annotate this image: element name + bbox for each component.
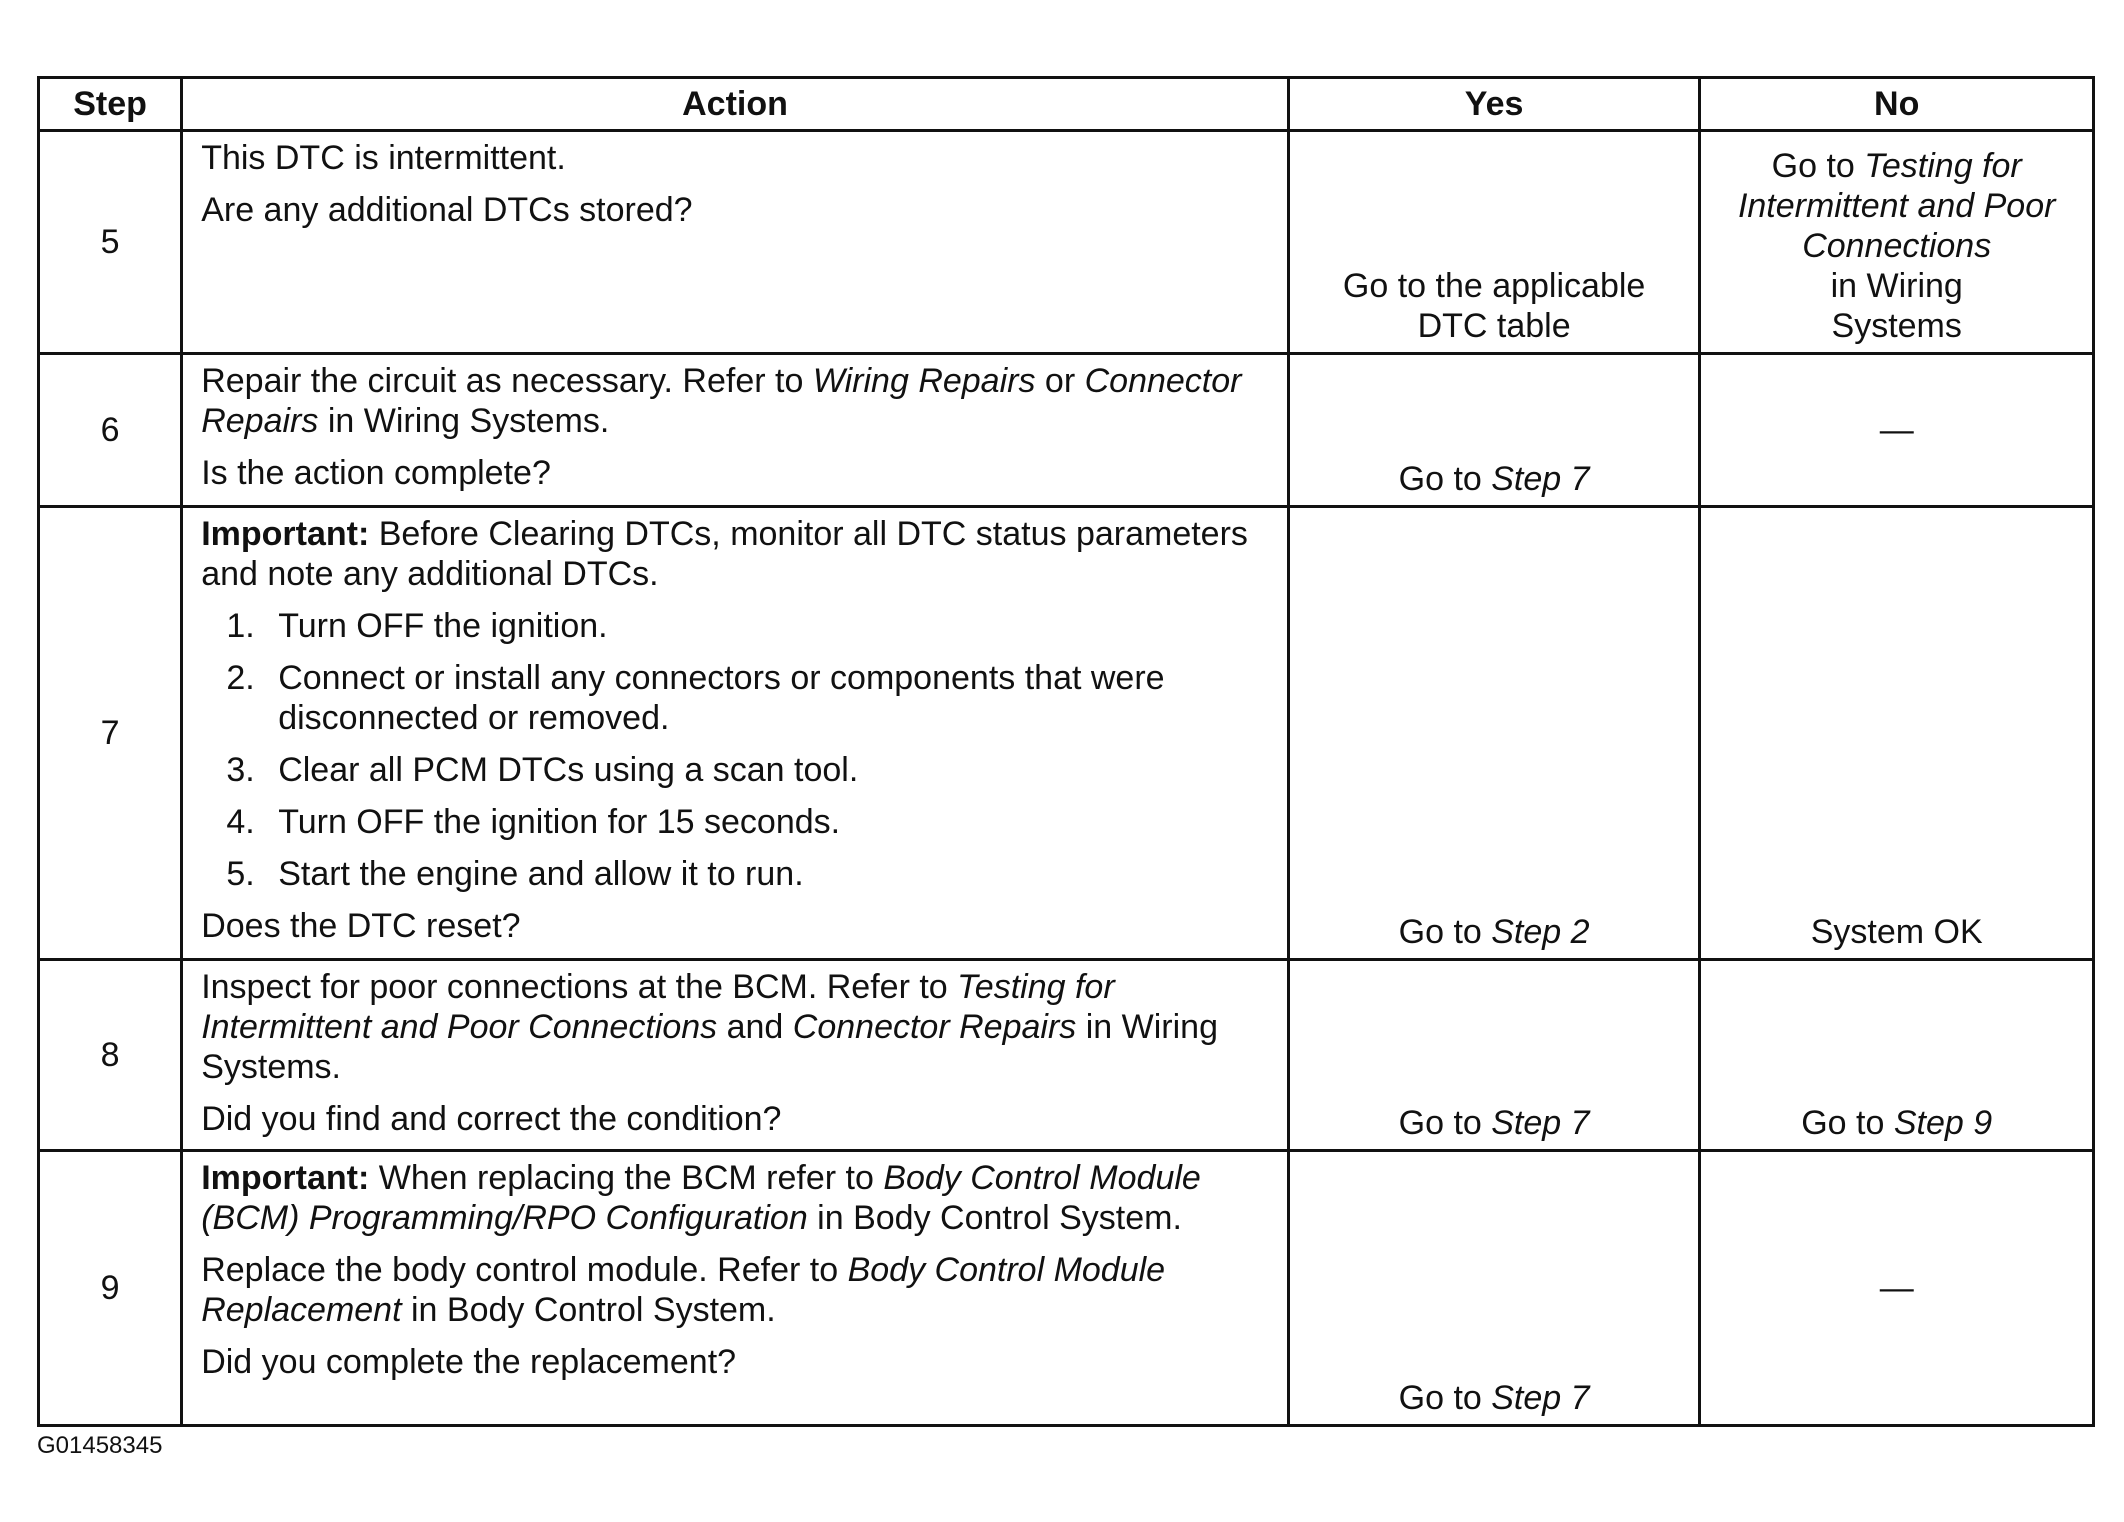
action-text-part: Repair the circuit as necessary. Refer to <box>201 362 813 400</box>
yes-cell <box>1288 507 1700 960</box>
yes-step-link[interactable]: Step 7 <box>1491 1104 1590 1142</box>
action-cell <box>182 960 1289 1151</box>
list-item: 2. Connect or install any connectors or components that were disconnected or removed. <box>264 658 1271 738</box>
yes-cell <box>1288 354 1700 507</box>
header-yes: Yes <box>1288 78 1700 131</box>
no-suffix: Systems <box>1831 307 1962 345</box>
header-step: Step <box>39 78 182 131</box>
reference-link-connector-repairs[interactable]: Connector Repairs <box>201 362 1242 440</box>
important-note <box>201 1158 1271 1238</box>
action-text <box>201 1250 1271 1330</box>
important-label: Important: <box>201 515 370 553</box>
action-text-part: and <box>717 1008 793 1046</box>
action-question: Is the action complete? <box>201 454 551 492</box>
important-text: When replacing the BCM refer to <box>369 1159 884 1197</box>
yes-step-link[interactable]: Step 7 <box>1491 460 1590 498</box>
action-text <box>201 967 1271 1087</box>
no-cell <box>1700 507 2094 960</box>
step-number: 5 <box>39 131 182 354</box>
table-row-step-8 <box>39 960 2094 1151</box>
no-cell <box>1700 960 2094 1151</box>
yes-text-line: Go to the applicable <box>1342 267 1646 305</box>
step-number: 7 <box>39 507 182 960</box>
yes-prefix: Go to <box>1398 460 1492 498</box>
table-header-row <box>39 78 2094 131</box>
table-row-step-9 <box>39 1151 2094 1426</box>
yes-text-line: DTC table <box>1417 307 1571 345</box>
no-reference-link[interactable]: Intermittent and Poor <box>1737 187 2056 225</box>
action-question: Did you find and correct the condition? <box>201 1100 782 1138</box>
action-cell <box>182 1151 1289 1426</box>
header-no: No <box>1700 78 2094 131</box>
important-text: in Body Control System. <box>807 1199 1182 1237</box>
action-cell <box>182 131 1289 354</box>
header-action: Action <box>182 78 1289 131</box>
important-note <box>201 514 1271 594</box>
action-text-part: or <box>1035 362 1085 400</box>
action-text-part: Replace the body control module. Refer to <box>201 1251 848 1289</box>
yes-step-link[interactable]: Step 2 <box>1491 913 1590 951</box>
yes-prefix: Go to <box>1398 913 1492 951</box>
action-text <box>201 361 1271 441</box>
yes-cell <box>1288 131 1700 354</box>
action-cell <box>182 507 1289 960</box>
action-question: Does the DTC reset? <box>201 907 521 945</box>
list-item: 5. Start the engine and allow it to run. <box>264 854 1271 894</box>
action-cell <box>182 354 1289 507</box>
yes-cell <box>1288 1151 1700 1426</box>
no-value-dash: — <box>1879 411 1914 449</box>
reference-link-connector-repairs[interactable]: Connector Repairs <box>792 1008 1077 1046</box>
no-prefix: Go to <box>1771 147 1865 185</box>
no-prefix: Go to <box>1801 1104 1894 1142</box>
no-cell <box>1700 131 2094 354</box>
reference-link-wiring-repairs[interactable]: Wiring Repairs <box>812 362 1036 400</box>
action-text: This DTC is intermittent. <box>201 139 566 177</box>
step-number: 6 <box>39 354 182 507</box>
action-text-part: in Wiring Systems. <box>201 1008 1218 1086</box>
important-label: Important: <box>201 1159 370 1197</box>
no-reference-link[interactable]: Testing for <box>1864 147 2022 185</box>
reference-link-bcm-programming[interactable]: Body Control Module (BCM) Programming/RPO Configuration <box>201 1159 1201 1237</box>
figure-id: G01458345 <box>37 1432 163 1459</box>
yes-step-link[interactable]: Step 7 <box>1491 1379 1590 1417</box>
step-number: 8 <box>39 960 182 1151</box>
no-cell <box>1700 1151 2094 1426</box>
no-cell <box>1700 354 2094 507</box>
action-text-part: Inspect for poor connections at the BCM. Refer to <box>201 968 958 1006</box>
list-item: 4. Turn OFF the ignition for 15 seconds. <box>264 802 1271 842</box>
no-suffix: in Wiring <box>1830 267 1963 305</box>
action-question: Are any additional DTCs stored? <box>201 191 693 229</box>
procedure-list <box>201 606 1271 894</box>
reference-link-bcm-replacement[interactable]: Body Control Module Replacement <box>201 1251 1166 1329</box>
reference-link-testing-intermittent[interactable]: Testing for Intermittent and Poor Connections <box>201 968 1115 1046</box>
yes-prefix: Go to <box>1398 1379 1492 1417</box>
step-number: 9 <box>39 1151 182 1426</box>
list-item: 3. Clear all PCM DTCs using a scan tool. <box>264 750 1271 790</box>
action-text-part: in Body Control System. <box>401 1291 776 1329</box>
yes-cell <box>1288 960 1700 1151</box>
important-text: Before Clearing DTCs, monitor all DTC status parameters and note any additional DTCs. <box>201 515 1248 593</box>
yes-prefix: Go to <box>1398 1104 1492 1142</box>
action-text-part: in Wiring Systems. <box>318 402 610 440</box>
diagnostic-table <box>37 76 2095 1427</box>
table-row-step-7 <box>39 507 2094 960</box>
no-step-link[interactable]: Step 9 <box>1893 1104 1993 1142</box>
table-row-step-5 <box>39 131 2094 354</box>
no-value: System OK <box>1810 913 1983 951</box>
list-item: 1. Turn OFF the ignition. <box>264 606 1271 646</box>
table-row-step-6 <box>39 354 2094 507</box>
action-question: Did you complete the replacement? <box>201 1343 737 1381</box>
no-value-dash: — <box>1879 1269 1914 1307</box>
no-reference-link[interactable]: Connections <box>1802 227 1992 265</box>
